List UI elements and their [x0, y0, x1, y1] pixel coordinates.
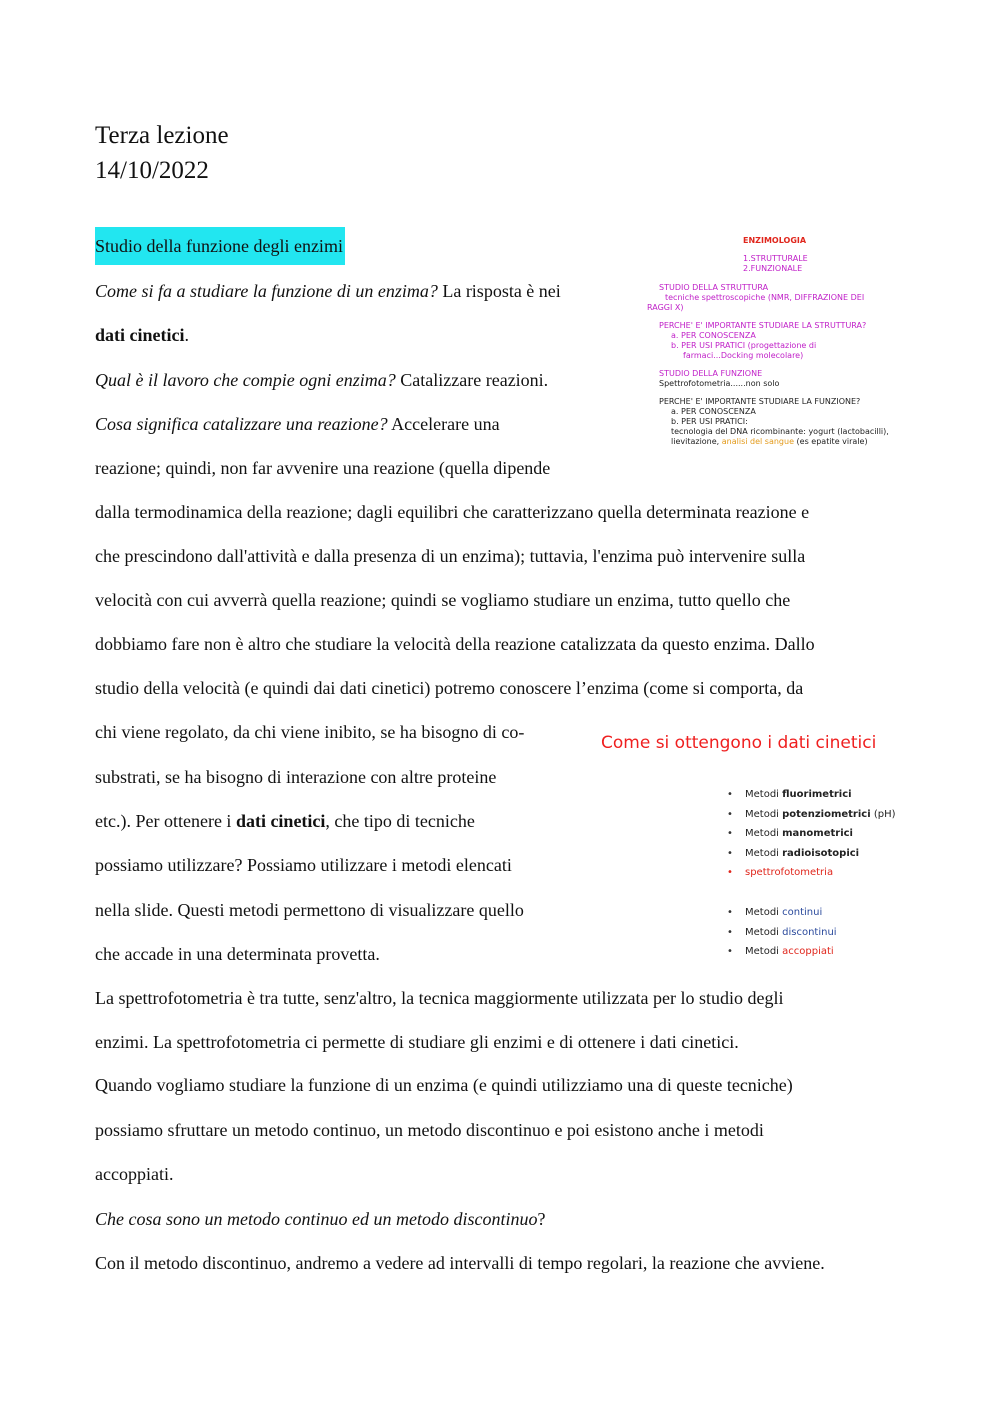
text-line: chi viene regolato, da chi viene inibito, se ha bisogno di co- — [95, 722, 525, 742]
method-name: discontinui — [782, 926, 837, 938]
method-name: manometrici — [782, 828, 853, 840]
slide1-text: a. PER CONOSCENZA — [671, 331, 756, 340]
method-name: spettrofotometria — [745, 867, 834, 879]
section-heading — [95, 234, 345, 258]
slide1-text: b. PER USI PRATICI: — [671, 417, 748, 426]
slide1-heading: PERCHE' E' IMPORTANTE STUDIARE LA FUNZIONE? — [659, 397, 861, 406]
text-line: dobbiamo fare non è altro che studiare la velocità della reazione catalizzata da questo enzima. Dallo — [95, 634, 815, 654]
text-line: che prescindono dall'attività e dalla presenza di un enzima); tuttavia, l'enzima può intervenire sulla — [95, 546, 806, 566]
list-item — [725, 942, 837, 962]
method-prefix: Metodi — [745, 847, 783, 859]
answer-text: La risposta è nei — [437, 281, 561, 301]
text-line — [95, 412, 500, 436]
slide2-title: Come si ottengono i dati cinetici — [601, 733, 877, 753]
slide1-text: Spettrofotometria......non solo — [659, 379, 780, 388]
text-line — [95, 809, 475, 833]
method-prefix: Metodi — [745, 789, 783, 800]
list-item — [725, 805, 896, 825]
slide1-text — [671, 437, 868, 447]
slide1-span: analisi del sangue — [721, 437, 794, 446]
slide1-heading: PERCHE' E' IMPORTANTE STUDIARE LA STRUTTURA? — [659, 321, 867, 330]
slide-dati-cinetici — [595, 725, 905, 970]
slide1-item: 2.FUNZIONALE — [743, 264, 803, 273]
slide1-span: (es epatite virale) — [794, 437, 868, 446]
text-line: accoppiati. — [95, 1164, 174, 1184]
lesson-date: 14/10/2022 — [95, 157, 209, 184]
text-line: substrati, se ha bisogno di interazione con altre proteine — [95, 767, 497, 787]
punctuation: ? — [537, 1209, 546, 1229]
method-name: radioisotopici — [782, 847, 860, 859]
slide1-span: lievitazione, — [671, 437, 722, 446]
text-span: etc.). Per ottenere i — [95, 811, 236, 831]
text-line: possiamo utilizzare? Possiamo utilizzare i metodi elencati — [95, 855, 512, 875]
text-line: dalla termodinamica della reazione; dagli equilibri che caratterizzano quella determinata reazione e — [95, 502, 810, 522]
answer-text: Catalizzare reazioni. — [395, 370, 549, 390]
question-text: Come si fa a studiare la funzione di un enzima? — [95, 281, 438, 301]
list-item — [725, 824, 896, 844]
list-item — [725, 863, 896, 883]
method-prefix: Metodi — [745, 926, 783, 938]
method-type-list — [725, 903, 837, 962]
method-name: continui — [782, 907, 823, 918]
method-list — [725, 785, 896, 883]
list-item — [725, 903, 837, 923]
text-line: che accade in una determinata provetta. — [95, 944, 380, 964]
text-line: La spettrofotometria è tra tutte, senz'altro, la tecnica maggiormente utilizzata per lo studio degli — [95, 988, 784, 1008]
text-line: possiamo sfruttare un metodo continuo, un metodo discontinuo e poi esistono anche i metodi — [95, 1120, 764, 1140]
question-text: Che cosa sono un metodo continuo ed un metodo discontinuo — [95, 1209, 538, 1229]
slide-enzimologia — [645, 232, 905, 452]
list-item — [725, 923, 837, 943]
method-prefix: Metodi — [745, 828, 783, 840]
slide1-title: ENZIMOLOGIA — [743, 236, 807, 245]
method-name: fluorimetrici — [782, 789, 852, 800]
list-item — [725, 785, 896, 805]
slide1-text: RAGGI X) — [647, 303, 684, 312]
text-line: studio della velocità (e quindi dai dati cinetici) potremo conoscere l’enzima (come si comporta, da — [95, 678, 804, 698]
text-line: Quando vogliamo studiare la funzione di un enzima (e quindi utilizziamo una di queste tecniche) — [95, 1075, 793, 1095]
page-title: Terza lezione — [95, 122, 229, 149]
method-name: accoppiati — [782, 946, 834, 958]
method-suffix: (pH) — [870, 808, 896, 820]
text-line — [95, 368, 548, 392]
punctuation: . — [184, 325, 189, 345]
text-line: nella slide. Questi metodi permettono di visualizzare quello — [95, 900, 524, 920]
list-item — [725, 844, 896, 864]
text-line: velocità con cui avverrà quella reazione; quindi se vogliamo studiare un enzima, tutto quello che — [95, 590, 791, 610]
text-line: reazione; quindi, non far avvenire una reazione (quella dipende — [95, 458, 551, 478]
slide1-text: tecnologia del DNA ricombinante: yogurt (lactobacilli), — [671, 427, 889, 436]
answer-text: Accelerare una — [387, 414, 500, 434]
text-line — [95, 279, 561, 303]
slide1-text: tecniche spettroscopiche (NMR, DIFFRAZIONE DEI — [665, 293, 865, 302]
method-name: potenziometrici — [782, 808, 871, 820]
slide1-heading: STUDIO DELLA FUNZIONE — [659, 369, 763, 378]
slide1-heading: STUDIO DELLA STRUTTURA — [659, 283, 769, 292]
question-text: Cosa significa catalizzare una reazione? — [95, 414, 388, 434]
bold-term: dati cinetici — [95, 325, 185, 345]
slide1-text: b. PER USI PRATICI (progettazione di — [671, 341, 817, 350]
slide1-item: 1.STRUTTURALE — [743, 254, 808, 263]
section-heading-text: Studio della funzione degli enzimi — [95, 227, 345, 265]
method-prefix: Metodi — [745, 946, 783, 958]
method-prefix: Metodi — [745, 907, 783, 918]
text-line — [95, 1207, 545, 1231]
text-line — [95, 323, 189, 347]
text-line: enzimi. La spettrofotometria ci permette di studiare gli enzimi e di ottenere i dati cinetici. — [95, 1032, 739, 1052]
text-line: Con il metodo discontinuo, andremo a vedere ad intervalli di tempo regolari, la reazione che avviene. — [95, 1253, 825, 1273]
method-prefix: Metodi — [745, 808, 783, 820]
text-span: , che tipo di tecniche — [325, 811, 475, 831]
bold-term: dati cinetici — [235, 811, 326, 831]
slide1-text: a. PER CONOSCENZA — [671, 407, 756, 416]
question-text: Qual è il lavoro che compie ogni enzima? — [95, 370, 396, 390]
slide1-text: farmaci...Docking molecolare) — [683, 351, 804, 360]
